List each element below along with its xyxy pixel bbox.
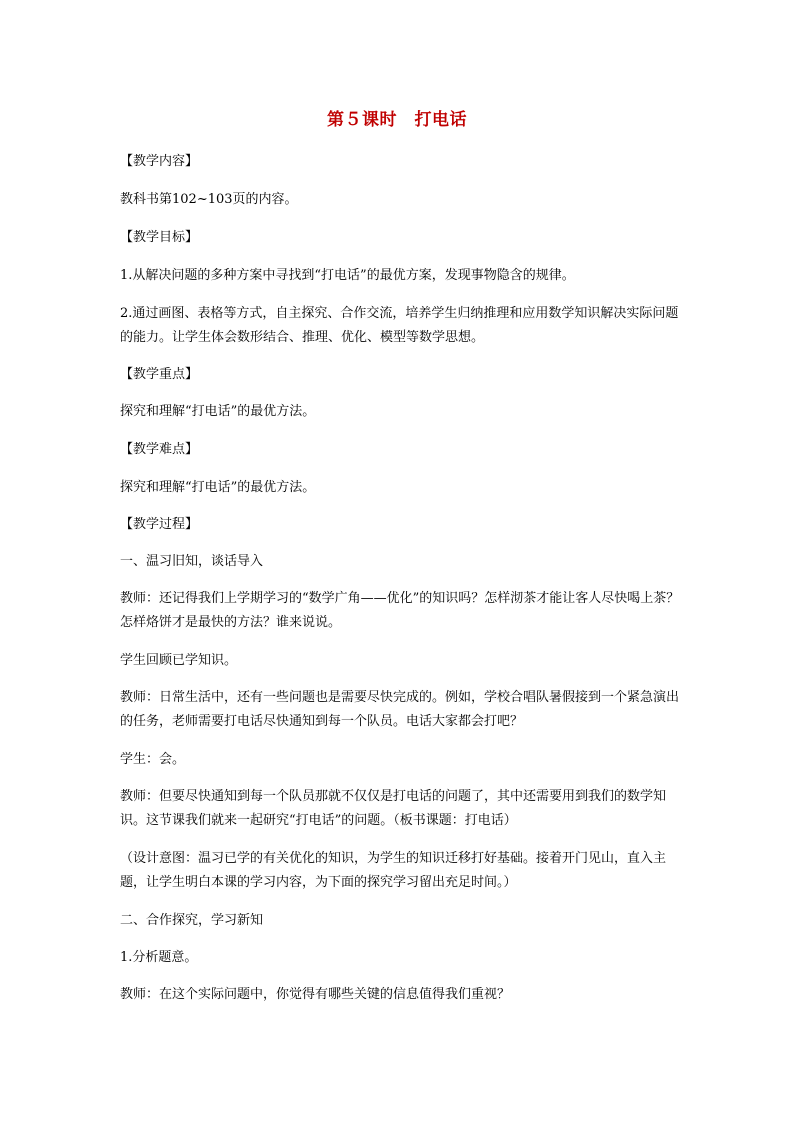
- paragraph-teacher-review: 教师：还记得我们上学期学习的“数学广角——优化”的知识吗？怎样沏茶才能让客人尽快喝上茶？怎样烙饼才是最快的方法？谁来说说。: [120, 591, 680, 630]
- paragraph-student-review: 学生回顾已学知识。: [120, 653, 238, 668]
- paragraph-textbook-pages: 教科书第102~103页的内容。: [120, 192, 298, 207]
- section-one-heading: 一、温习旧知，谈话导入: [120, 554, 264, 569]
- paragraph-teacher-daily-life: 教师：日常生活中，还有一些问题也是需要尽快完成的。例如，学校合唱队暑假接到一个紧急演出的任务，老师需要打电话尽快通知到每一个队员。电话大家都会打吧？: [120, 690, 680, 729]
- paragraph-teacher-topic: 教师：但要尽快通知到每一个队员那就不仅仅是打电话的问题了，其中还需要用到我们的数学知识。这节课我们就来一起研究“打电话”的问题。（板书课题：打电话）: [120, 789, 667, 828]
- heading-teaching-content: 【教学内容】: [120, 154, 199, 169]
- heading-teaching-process: 【教学过程】: [120, 517, 199, 532]
- paragraph-teacher-key-info: 教师：在这个实际问题中，你觉得有哪些关键的信息值得我们重视？: [120, 987, 511, 1002]
- paragraph-design-intent: （设计意图：温习已学的有关优化的知识，为学生的知识迁移打好基础。接着开门见山，直入主题，让学生明白本课的学习内容，为下面的探究学习留出充足时间。）: [120, 851, 667, 890]
- section-two-heading: 二、合作探究，学习新知: [120, 913, 264, 928]
- paragraph-goal-1: 1.从解决问题的多种方案中寻找到“打电话”的最优方案，发现事物隐含的规律。: [120, 268, 575, 283]
- heading-difficulties: 【教学难点】: [120, 442, 199, 457]
- paragraph-analyze-question: 1.分析题意。: [120, 950, 198, 965]
- lesson-title: 第５课时 打电话: [327, 110, 467, 130]
- paragraph-difficulty: 探究和理解“打电话”的最优方法。: [120, 480, 316, 495]
- paragraph-goal-2: 2.通过画图、表格等方式，自主探究、合作交流，培养学生归纳推理和应用数学知识解决实际问题的能力。让学生体会数形结合、推理、优化、模型等数学思想。: [120, 306, 679, 345]
- heading-teaching-goals: 【教学目标】: [120, 230, 199, 245]
- paragraph-key-point: 探究和理解“打电话”的最优方法。: [120, 404, 316, 419]
- heading-key-points: 【教学重点】: [120, 367, 199, 382]
- paragraph-student-answer: 学生：会。: [120, 752, 186, 767]
